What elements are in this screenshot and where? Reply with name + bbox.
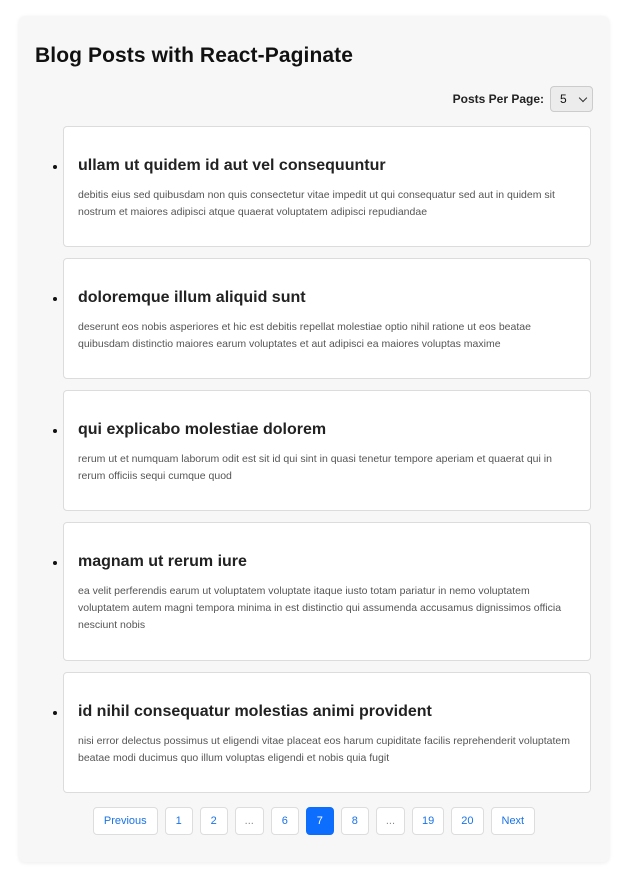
page-button-8[interactable]: 8 [341,807,369,835]
bullet-icon [53,711,57,715]
bullet-icon [53,297,57,301]
post-body: deserunt eos nobis asperiores et hic est debitis repellat molestiae optio nihil ratione ut eos beatae quibusdam distinctio maiores earum voluptates et aut adipisci ea maiores voluptas maxime [78,321,531,350]
previous-page-button[interactable]: Previous [93,807,158,835]
post-title: doloremque illum aliquid sunt [78,289,306,306]
post-card [63,672,591,793]
post-title: id nihil consequatur molestias animi provident [78,703,432,720]
post-card [63,258,591,379]
page-button-2[interactable]: 2 [200,807,228,835]
page-button-7-current[interactable]: 7 [306,807,334,835]
page-break-ellipsis[interactable]: ... [235,807,264,835]
page-button-6[interactable]: 6 [271,807,299,835]
post-title: qui explicabo molestiae dolorem [78,421,327,438]
post-body: rerum ut et numquam laborum odit est sit id qui sint in quasi tenetur tempore aperiam et quaerat qui in rerum officiis sequi cumque quod [78,453,552,482]
post-body: debitis eius sed quibusdam non quis consectetur vitae impedit ut qui consequatur sed aut in quidem sit nostrum et maiores adipisci atque quaerat voluptatem adipisci repudiandae [78,189,555,218]
page-title: Blog Posts with React-Paginate [35,44,354,67]
post-body: nisi error delectus possimus ut eligendi vitae placeat eos harum cupiditate facilis reprehenderit voluptatem beatae modi ducimus quo illum voluptas eligendi et nobis quia fugit [78,735,571,764]
posts-per-page-control [453,86,593,112]
page-break-ellipsis[interactable]: ... [376,807,405,835]
bullet-icon [53,165,57,169]
pagination [19,807,609,835]
bullet-icon [53,429,57,433]
post-title: magnam ut rerum iure [78,553,247,570]
post-card [63,522,591,661]
page-button-19[interactable]: 19 [412,807,444,835]
post-card [63,126,591,247]
chevron-down-icon [579,93,587,101]
blog-container [19,16,609,862]
posts-per-page-value: 5 [560,92,567,106]
post-body: ea velit perferendis earum ut voluptatem voluptate itaque iusto totam pariatur in nemo voluptatem voluptatem autem magni tempora minima in est distinctio qui assumenda accusamus dignissimos officia nesciunt nobis [78,585,562,631]
post-title: ullam ut quidem id aut vel consequuntur [78,157,386,174]
posts-per-page-label: Posts Per Page: [452,92,544,106]
page-button-20[interactable]: 20 [451,807,483,835]
next-page-button[interactable]: Next [491,807,536,835]
post-card [63,390,591,511]
posts-per-page-select[interactable] [550,86,593,112]
bullet-icon [53,561,57,565]
page-button-1[interactable]: 1 [165,807,193,835]
